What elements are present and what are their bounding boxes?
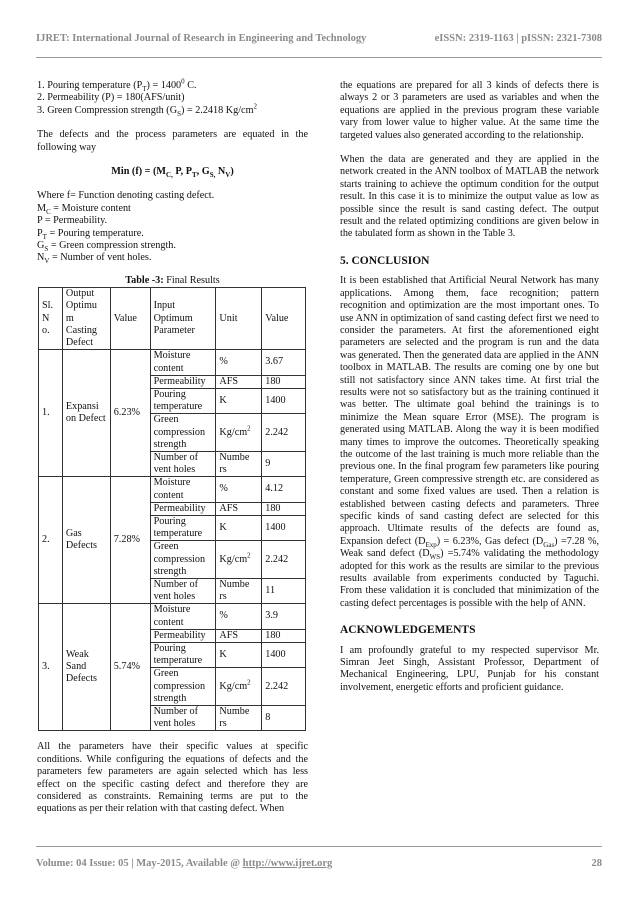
parameter-unit: % — [216, 604, 262, 629]
running-footer — [36, 858, 602, 869]
parameter-unit: K — [216, 388, 262, 413]
parameter-name: Pouring temperature — [150, 642, 216, 667]
defect-name: Weak Sand Defects — [62, 604, 110, 731]
parameter-name: Moisture content — [150, 477, 216, 502]
parameter-name: Number of vent holes — [150, 705, 216, 730]
where-nv: $N_V$ = Number of vent holes. — [37, 252, 152, 266]
defect-name: Expansi on Defect — [62, 350, 110, 477]
parameter-unit: AFS — [216, 629, 262, 642]
left-column — [37, 77, 308, 816]
param-line-2: 2. Permeability (P) = 180(AFS/unit) — [37, 92, 185, 104]
parameter-value: 8 — [262, 705, 306, 730]
acknowledgements-paragraph: I am profoundly grateful to my respected supervisor Mr. Simran Jeet Singh, Assistant Professor, Department of Mechanical Engineering, LPU, Punjab for his constant involvement, energetic efforts and proficient guidance. — [340, 644, 599, 693]
where-mc: $M_C$ = Moisture content — [37, 202, 131, 216]
parameter-value: 2.242 — [262, 414, 306, 452]
parameter-value: 11 — [262, 578, 306, 603]
acknowledgements-heading: ACKNOWLEDGEMENTS — [340, 624, 476, 637]
journal-link[interactable]: http://www.ijret.org — [242, 858, 333, 869]
parameter-value: 4.12 — [262, 477, 306, 502]
defect-number: 3. — [39, 604, 63, 731]
right-column — [340, 80, 599, 694]
conclusion-heading: 5. CONCLUSION — [340, 254, 430, 267]
where-pt: $P_T$ = Pouring temperature. — [37, 227, 144, 241]
parameter-name: Pouring temperature — [150, 388, 216, 413]
where-line: Where f= Function denoting casting defect. — [37, 190, 215, 202]
parameter-value: 180 — [262, 629, 306, 642]
header-unit: Unit — [216, 288, 262, 350]
results-table — [38, 287, 306, 731]
parameter-name: Permeability — [150, 375, 216, 388]
table-row — [39, 604, 306, 629]
issn: eISSN: 2319-1163 | pISSN: 2321-7308 — [434, 33, 602, 44]
where-gs: $G_S$ = Green compression strength. — [37, 240, 176, 254]
objective-equation: Min $(f) = (M_{C,}$ P, $P_T$, $G_{S,}$ $N_V$) — [111, 166, 234, 180]
parameter-name: Number of vent holes — [150, 578, 216, 603]
parameter-name: Moisture content — [150, 350, 216, 375]
header-value-2: Value — [262, 288, 306, 350]
parameter-value: 1400 — [262, 388, 306, 413]
parameter-value: 180 — [262, 502, 306, 515]
footer-volume: Volume: 04 Issue: 05 | May-2015, Available @ http://www.ijret.org — [36, 858, 333, 869]
param-line-3: 3. Green Compression strength $(G_S) = 2.2418$ $Kg/cm^2$ — [37, 102, 257, 118]
parameter-value: 2.242 — [262, 668, 306, 706]
parameter-value: 3.9 — [262, 604, 306, 629]
parameter-unit: % — [216, 477, 262, 502]
parameter-value: 3.67 — [262, 350, 306, 375]
defect-number: 1. — [39, 350, 63, 477]
parameter-value: 1400 — [262, 642, 306, 667]
parameter-value: 1400 — [262, 515, 306, 540]
table-row — [39, 477, 306, 502]
parameter-name: Green compression strength — [150, 541, 216, 579]
header-value: Value — [110, 288, 150, 350]
conclusion-paragraph: It is been established that Artificial Neural Network has many applications. Among them, face recognition; pattern recognition and optimization are the most important ones. To use ANN in optimization of sand casting defect first we need to consider the parameters. At first the aforementioned eight parameters are selected and the program is run and the data was generated. Then the generated data are applied in the ANN toolbox in MATLAB. The results are coming one by one but still not satisfactory since ANN takes time. At first trial the results were not so satisfactory but as the training continued it was better. The ultimate goal behind the trainings is to minimize the Mean square Error (MSE). The program is generated using MATLAB. Along the way it is been modified many times to improve the outcomes. Theoretically speaking the outcome of the last training is much more reliable than the previous one. In the final program few parameters like pouring temperature, Green compressive strength etc. are considered as constant and some fixed values are used. Then a relation is established between casting defects and parameters. Three specific kinds of sand casting defect are selected for this approach. Ultimate results of the defects are found as, Expansion defect $(D_{Exp}) = 6.23\%$, Gas defect $(D_{Gas}) =7.28$ %, Weak sand defect $(D_{WS}) =5.74\%$ validating the methodology adopted for this work as the results are similar to the previous results available from experiments conducted by Taguchi. From these validation it is concluded that minimization of the casting defect percentages is possible with the help of ANN. — [340, 275, 599, 609]
page-number: 28 — [591, 858, 602, 869]
parameter-unit: $Kg/cm^2$ — [216, 668, 262, 706]
defect-number: 2. — [39, 477, 63, 604]
parameter-unit: Numbe rs — [216, 705, 262, 730]
parameter-name: Permeability — [150, 629, 216, 642]
header-input: Input Optimum Parameter — [150, 288, 216, 350]
header-sl: Sl. N o. — [39, 288, 63, 350]
parameter-value: 2.242 — [262, 541, 306, 579]
parameter-unit: $Kg/cm^2$ — [216, 541, 262, 579]
header-rule — [36, 57, 602, 58]
parameter-unit: K — [216, 515, 262, 540]
table-caption: Table -3: Final Results — [125, 274, 220, 286]
journal-title: IJRET: International Journal of Research in Engineering and Technology — [36, 33, 367, 44]
table-header-row — [39, 288, 306, 350]
defect-value: 5.74% — [110, 604, 150, 731]
paragraph-equations: the equations are prepared for all 3 kinds of defects there is always 2 or 3 parameters are used as variables and when the equations are applied in the previous program these variable vary from lower value to higher value. At the same time the targeted values also generated according to the relationship. — [340, 80, 599, 141]
footer-rule — [36, 846, 602, 847]
parameter-name: Number of vent holes — [150, 451, 216, 476]
parameter-unit: AFS — [216, 375, 262, 388]
parameter-name: Green compression strength — [150, 668, 216, 706]
table-row — [39, 350, 306, 375]
parameter-name: Green compression strength — [150, 414, 216, 452]
parameter-name: Permeability — [150, 502, 216, 515]
defect-value: 6.23% — [110, 350, 150, 477]
after-table-paragraph: All the parameters have their specific values at specific conditions. While configuring the equations of defects and the parameters few parameters are again selected which has less effect on the specific casting defect and therefore they are considered as constraints. Remaining terms are put to the equations as per their relation with that casting defect. When — [37, 741, 308, 815]
parameter-unit: AFS — [216, 502, 262, 515]
parameter-unit: Numbe rs — [216, 451, 262, 476]
defect-value: 7.28% — [110, 477, 150, 604]
parameter-unit: K — [216, 642, 262, 667]
parameter-value: 9 — [262, 451, 306, 476]
parameter-unit: Numbe rs — [216, 578, 262, 603]
paragraph-data: When the data are generated and they are applied in the network created in the ANN toolbox of MATLAB the network starts training to achieve the optimum condition for the output result. In this case it is to minimize the output value as low as possible since the result is sand casting defect. The output result and the related optimizing conditions are given below in the tabulated form as shown in the Table 3. — [340, 154, 599, 240]
param-line-1: 1. Pouring temperature $(P_T) = 1400^0$ C. — [37, 77, 197, 94]
where-p: P = Permeability. — [37, 215, 108, 227]
header-output: Output Optimu m Casting Defect — [62, 288, 110, 350]
parameter-unit: % — [216, 350, 262, 375]
parameter-name: Pouring temperature — [150, 515, 216, 540]
defect-name: Gas Defects — [62, 477, 110, 604]
parameter-name: Moisture content — [150, 604, 216, 629]
equation-intro: The defects and the process parameters are equated in the following way — [37, 129, 308, 153]
parameter-value: 180 — [262, 375, 306, 388]
parameter-unit: $Kg/cm^2$ — [216, 414, 262, 452]
running-header — [36, 33, 602, 44]
